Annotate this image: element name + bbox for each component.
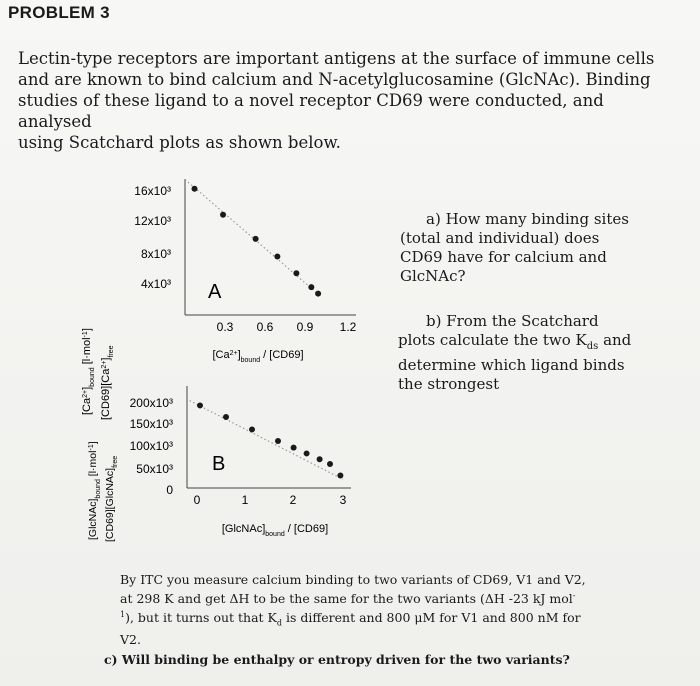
data-point <box>249 426 255 432</box>
itc-line: V2. <box>120 631 141 647</box>
question-a-line: GlcNAc? <box>400 267 466 285</box>
panel-label: B <box>212 453 226 475</box>
x-tick-label: 3 <box>339 493 347 507</box>
x-axis-label: $[Ca^{2+}]_{bound} / [CD69]$ <box>212 349 304 364</box>
panel-label: A <box>208 281 222 303</box>
y-tick-label: 50x10³ <box>136 462 173 476</box>
x-tick-label: 2 <box>289 493 297 507</box>
data-point <box>220 212 226 218</box>
data-point <box>315 291 321 297</box>
question-c: c) Will binding be enthalpy or entropy driven for the two variants? <box>104 652 570 667</box>
itc-line: $^1$), but it turns out that $K_d$ is different and 800 μM for V1 and 800 nM for <box>120 610 581 628</box>
itc-paragraph <box>120 572 590 648</box>
question-b-line: the strongest <box>398 375 500 393</box>
data-point <box>197 402 203 408</box>
data-point <box>327 461 333 467</box>
y-tick-label: 8x10³ <box>140 247 171 261</box>
x-axis-label: $[GlcNAc]_{bound} / [CD69]$ <box>221 523 329 538</box>
y-tick-label: 100x10³ <box>129 439 173 453</box>
x-tick-label: 0.3 <box>216 320 234 334</box>
data-point <box>291 445 297 451</box>
question-b-line: b) From the Scatchard <box>426 312 599 330</box>
plot-b-ylabel-line1: $[GlcNAc]_{bound}$ [l·mol$^{-1}$] <box>87 441 102 540</box>
intro-paragraph <box>18 48 658 153</box>
question-a-line: a) How many binding sites <box>426 210 629 228</box>
intro-line: studies of these ligand to a novel receptor CD69 were conducted, and analysed <box>18 91 604 131</box>
x-tick-label: 1.2 <box>339 320 357 334</box>
y-tick-label: 4x10³ <box>140 277 171 291</box>
y-tick-label: 200x10³ <box>129 396 173 410</box>
data-point <box>253 236 259 242</box>
y-tick-label: 150x10³ <box>129 417 173 431</box>
plot-a-ylabel-line2: $[CD69][Ca^{2+}]_{free}$ <box>100 345 115 420</box>
data-point <box>308 284 314 290</box>
y-tick-label: 12x10³ <box>134 214 171 228</box>
itc-line: at 298 K and get ΔH to be the same for the two variants (ΔH -23 kJ mol- <box>120 591 576 607</box>
problem-title: PROBLEM 3 <box>8 3 110 22</box>
data-point <box>317 456 323 462</box>
scatchard-plot-glcnac <box>0 370 400 550</box>
itc-line: By ITC you measure calcium binding to two variants of CD69, V1 and V2, <box>120 572 586 587</box>
intro-line: and are known to bind calcium and N-acetylglucosamine (GlcNAc). Binding <box>18 70 651 89</box>
x-tick-label: 0.6 <box>256 320 274 334</box>
intro-line: Lectin-type receptors are important antigens at the surface of immune cells <box>18 49 655 68</box>
question-a-line: CD69 have for calcium and <box>400 248 607 266</box>
question-b-line: plots calculate the two $K_{ds}$ and <box>398 331 632 352</box>
data-point <box>274 254 280 260</box>
x-tick-label: 0 <box>193 493 201 507</box>
data-point <box>304 450 310 456</box>
data-point <box>275 438 281 444</box>
intro-line: using Scatchard plots as shown below. <box>18 133 341 152</box>
data-point <box>192 186 198 192</box>
question-b <box>398 312 648 394</box>
data-point <box>223 414 229 420</box>
y-tick-label: 16x10³ <box>134 184 171 198</box>
plot-b-y-axis-label <box>87 441 119 542</box>
data-point <box>337 473 343 479</box>
data-point <box>293 270 299 276</box>
question-b-line: determine which ligand binds <box>398 356 625 374</box>
question-a <box>400 210 650 286</box>
question-a-line: (total and individual) does <box>400 229 600 247</box>
plot-a-ylabel-line1: $[Ca^{2+}]_{bound}$ [l·mol$^{-1}$] <box>81 328 96 415</box>
x-tick-label: 1 <box>241 493 249 507</box>
y-tick-label: 0 <box>166 483 173 497</box>
x-tick-label: 0.9 <box>296 320 314 334</box>
plot-b-ylabel-line2: $[CD69][GlcNAc]_{free}$ <box>104 455 119 542</box>
